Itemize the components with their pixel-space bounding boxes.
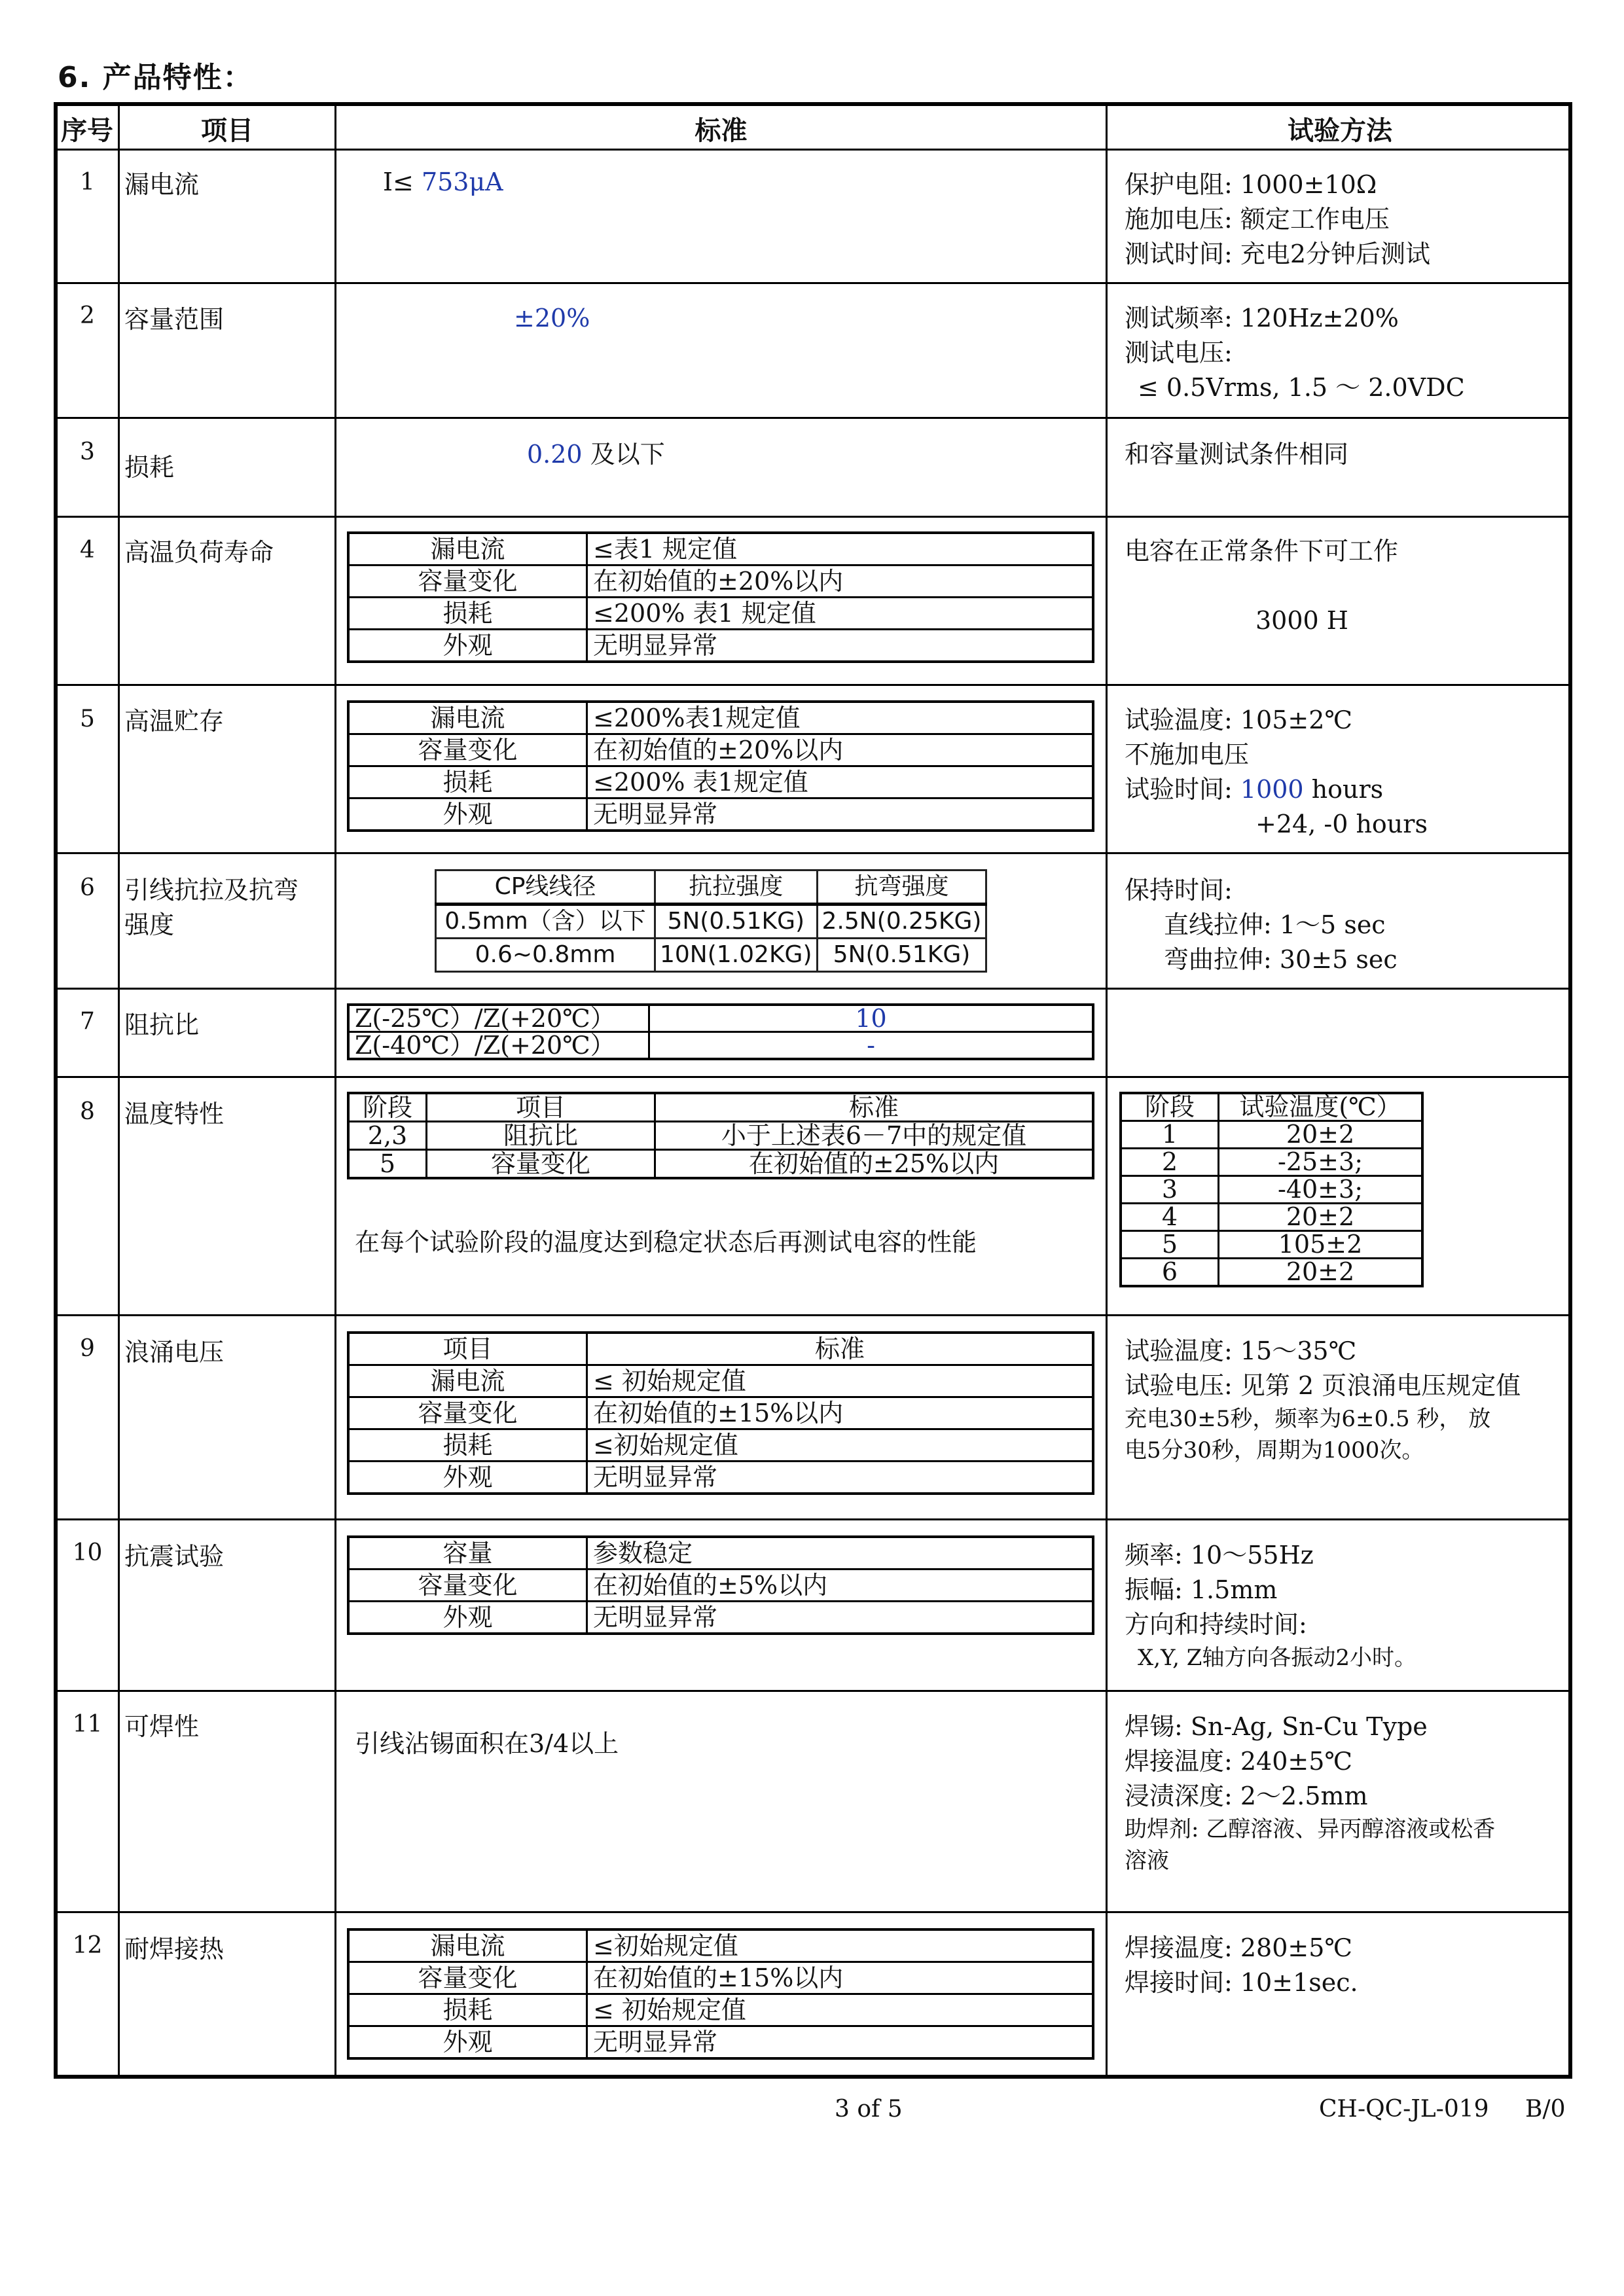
temperature-note: 在每个试验阶段的温度达到稳定状态后再测试电容的性能 bbox=[355, 1228, 977, 1257]
criteria-value: 在初始值的±5%以内 bbox=[587, 1570, 1094, 1602]
row-number: 6 bbox=[80, 874, 95, 901]
temperature-criteria-table bbox=[347, 1092, 1094, 1179]
header-item: 项目 bbox=[201, 116, 253, 146]
method-line: 振幅: 1.5mm bbox=[1125, 1575, 1278, 1604]
method-line: 测试频率: 120Hz±20% bbox=[1125, 304, 1399, 332]
method-line: 焊接时间: 10±1sec. bbox=[1125, 1968, 1358, 1997]
stage-temp: 20±2 bbox=[1219, 1121, 1423, 1149]
criteria-value: ≤初始规定值 bbox=[587, 1429, 1094, 1462]
temp-standard: 标准 bbox=[655, 1093, 1094, 1122]
stage-temp: 20±2 bbox=[1219, 1259, 1423, 1287]
stage-number: 6 bbox=[1121, 1259, 1219, 1287]
col-divider bbox=[334, 102, 336, 2079]
temp-stage: 2,3 bbox=[348, 1122, 427, 1150]
criteria-value: ≤初始规定值 bbox=[587, 1929, 1094, 1962]
criteria-value: 无明显异常 bbox=[587, 798, 1094, 831]
row-item: 可焊性 bbox=[124, 1712, 200, 1741]
standard-text: I≤ 753μA bbox=[383, 168, 503, 196]
criteria-value: 标准 bbox=[587, 1333, 1094, 1365]
row-item: 抗震试验 bbox=[124, 1542, 225, 1571]
method-line: 弯曲拉伸: 30±5 sec bbox=[1164, 945, 1398, 974]
row-item: 容量范围 bbox=[124, 305, 225, 334]
method-line: 和容量测试条件相同 bbox=[1125, 440, 1349, 469]
method-line: 浸渍深度: 2～2.5mm bbox=[1125, 1782, 1368, 1810]
stage-number: 2 bbox=[1121, 1149, 1219, 1176]
method-line: 助焊剂: 乙醇溶液、异丙醇溶液或松香 bbox=[1125, 1816, 1496, 1842]
stage-number: 1 bbox=[1121, 1121, 1219, 1149]
criteria-value: ≤200%表1规定值 bbox=[587, 702, 1094, 734]
row-divider bbox=[54, 1518, 1572, 1520]
row-item: 损耗 bbox=[124, 453, 175, 482]
row-item: 强度 bbox=[124, 910, 175, 939]
row-number: 11 bbox=[72, 1711, 103, 1738]
criteria-label: 损耗 bbox=[348, 1429, 587, 1462]
impedance-table bbox=[347, 1003, 1094, 1060]
criteria-value: ≤ 初始规定值 bbox=[587, 1365, 1094, 1397]
criteria-label: 外观 bbox=[348, 1602, 587, 1634]
stage-temp: -25±3; bbox=[1219, 1149, 1423, 1176]
stage-number: 3 bbox=[1121, 1176, 1219, 1204]
stage-number: 4 bbox=[1121, 1204, 1219, 1231]
row-item: 高温贮存 bbox=[124, 707, 225, 736]
method-line: ≤ 0.5Vrms, 1.5 ～ 2.0VDC bbox=[1138, 373, 1465, 402]
criteria-label: 容量变化 bbox=[348, 565, 587, 598]
row-divider bbox=[54, 684, 1572, 686]
impedance-label: Z(-40℃）/Z(+20℃） bbox=[348, 1032, 649, 1060]
cp-cell: 10N(1.02KG) bbox=[655, 939, 818, 972]
row-divider bbox=[54, 852, 1572, 854]
method-line: X,Y, Z轴方向各振动2小时。 bbox=[1138, 1645, 1416, 1671]
page-number: 3 of 5 bbox=[835, 2096, 903, 2123]
method-line: 焊接温度: 240±5℃ bbox=[1125, 1747, 1352, 1776]
method-line: 频率: 10～55Hz bbox=[1125, 1541, 1314, 1570]
row-divider bbox=[54, 1911, 1572, 1913]
stage-number: 阶段 bbox=[1121, 1093, 1219, 1121]
stage-temp: 105±2 bbox=[1219, 1231, 1423, 1259]
cp-cell: 0.6~0.8mm bbox=[436, 939, 655, 972]
criteria-label: 容量变化 bbox=[348, 734, 587, 766]
row-number: 2 bbox=[80, 302, 95, 329]
cp-cell: 5N(0.51KG) bbox=[655, 905, 818, 939]
criteria-label: 项目 bbox=[348, 1333, 587, 1365]
cp-cell: CP线线径 bbox=[436, 870, 655, 905]
cp-cell: 抗拉强度 bbox=[655, 870, 818, 905]
cp-cell: 0.5mm（含）以下 bbox=[436, 905, 655, 939]
criteria-label: 损耗 bbox=[348, 598, 587, 630]
row-number: 8 bbox=[80, 1098, 95, 1125]
method-line: 测试电压: bbox=[1125, 338, 1233, 367]
row-divider bbox=[54, 282, 1572, 284]
method-line: 施加电压: 额定工作电压 bbox=[1125, 205, 1390, 234]
method-line: 试验电压: 见第 2 页浪涌电压规定值 bbox=[1125, 1371, 1521, 1400]
method-line: 充电30±5秒，频率为6±0.5 秒， 放 bbox=[1125, 1406, 1491, 1432]
cp-cell: 5N(0.51KG) bbox=[817, 939, 986, 972]
impedance-value: 10 bbox=[649, 1005, 1094, 1032]
method-line: 电容在正常条件下可工作 bbox=[1125, 537, 1399, 565]
col-divider bbox=[1106, 102, 1108, 2079]
criteria-value: 在初始值的±15%以内 bbox=[587, 1962, 1094, 1994]
criteria-value: 在初始值的±20%以内 bbox=[587, 734, 1094, 766]
temp-stage: 5 bbox=[348, 1150, 427, 1179]
method-line: 测试时间: 充电2分钟后测试 bbox=[1125, 240, 1431, 268]
criteria-label: 漏电流 bbox=[348, 702, 587, 734]
criteria-label: 外观 bbox=[348, 798, 587, 831]
method-line: 溶液 bbox=[1125, 1848, 1169, 1874]
criteria-label: 漏电流 bbox=[348, 1365, 587, 1397]
row-item: 阻抗比 bbox=[124, 1011, 200, 1039]
stage-temp: 试验温度(℃） bbox=[1219, 1093, 1423, 1121]
header-standard: 标准 bbox=[695, 116, 748, 146]
standard-text: 引线沾锡面积在3/4以上 bbox=[355, 1729, 619, 1758]
row-divider bbox=[54, 417, 1572, 419]
row-number: 12 bbox=[72, 1932, 103, 1959]
row-number: 1 bbox=[80, 169, 95, 196]
standard-text: ±20% bbox=[514, 304, 590, 332]
row-number: 10 bbox=[72, 1539, 103, 1566]
criteria-value: ≤200% 表1 规定值 bbox=[587, 598, 1094, 630]
temp-stage: 阶段 bbox=[348, 1093, 427, 1122]
criteria-table bbox=[347, 1928, 1094, 2060]
col-divider bbox=[118, 102, 120, 2079]
criteria-label: 外观 bbox=[348, 1462, 587, 1494]
criteria-value: 无明显异常 bbox=[587, 1462, 1094, 1494]
method-line: 焊锡: Sn-Ag, Sn-Cu Type bbox=[1125, 1712, 1428, 1741]
method-line: 试验温度: 15～35℃ bbox=[1125, 1336, 1357, 1365]
criteria-table bbox=[347, 1535, 1094, 1635]
criteria-label: 容量变化 bbox=[348, 1397, 587, 1429]
temp-standard: 小于上述表6－7中的规定值 bbox=[655, 1122, 1094, 1150]
row-divider bbox=[54, 988, 1572, 990]
criteria-label: 容量变化 bbox=[348, 1570, 587, 1602]
cp-cell: 2.5N(0.25KG) bbox=[817, 905, 986, 939]
document-code: CH-QC-JL-019 bbox=[1319, 2096, 1489, 2123]
row-item: 耐焊接热 bbox=[124, 1935, 225, 1964]
cp-cell: 抗弯强度 bbox=[817, 870, 986, 905]
method-line: 电5分30秒，周期为1000次。 bbox=[1125, 1437, 1424, 1463]
row-item: 温度特性 bbox=[124, 1100, 225, 1128]
method-line: 不施加电压 bbox=[1125, 740, 1250, 769]
document-revision: B/0 bbox=[1525, 2096, 1566, 2123]
row-number: 5 bbox=[80, 706, 95, 732]
row-number: 4 bbox=[80, 537, 95, 564]
stage-number: 5 bbox=[1121, 1231, 1219, 1259]
criteria-value: 在初始值的±15%以内 bbox=[587, 1397, 1094, 1429]
method-line: 方向和持续时间: bbox=[1125, 1610, 1307, 1639]
temp-item: 容量变化 bbox=[427, 1150, 655, 1179]
row-number: 7 bbox=[80, 1008, 95, 1035]
criteria-label: 损耗 bbox=[348, 766, 587, 798]
header-method: 试验方法 bbox=[1288, 116, 1392, 146]
row-item: 高温负荷寿命 bbox=[124, 538, 274, 567]
criteria-label: 漏电流 bbox=[348, 1929, 587, 1962]
criteria-value: 无明显异常 bbox=[587, 630, 1094, 662]
criteria-value: 在初始值的±20%以内 bbox=[587, 565, 1094, 598]
criteria-value: ≤表1 规定值 bbox=[587, 533, 1094, 565]
criteria-label: 容量 bbox=[348, 1537, 587, 1570]
criteria-value: 无明显异常 bbox=[587, 2026, 1094, 2059]
method-line: +24, -0 hours bbox=[1255, 810, 1428, 838]
row-number: 9 bbox=[80, 1335, 95, 1362]
criteria-table bbox=[347, 700, 1094, 832]
row-divider bbox=[54, 149, 1572, 151]
row-divider bbox=[54, 516, 1572, 518]
temp-standard: 在初始值的±25%以内 bbox=[655, 1150, 1094, 1179]
header-no: 序号 bbox=[61, 116, 113, 146]
criteria-label: 漏电流 bbox=[348, 533, 587, 565]
criteria-value: 无明显异常 bbox=[587, 1602, 1094, 1634]
method-line: 保持时间: bbox=[1125, 876, 1233, 905]
section-title: 6. 产品特性： bbox=[58, 61, 253, 94]
impedance-value: - bbox=[649, 1032, 1094, 1060]
method-line: 焊接温度: 280±5℃ bbox=[1125, 1933, 1352, 1962]
row-item: 引线抗拉及抗弯 bbox=[124, 876, 299, 905]
method-line: 试验温度: 105±2℃ bbox=[1125, 706, 1352, 734]
row-divider bbox=[54, 1076, 1572, 1078]
method-line: 保护电阻: 1000±10Ω bbox=[1125, 170, 1377, 199]
criteria-table bbox=[347, 531, 1094, 663]
standard-text: 0.20 及以下 bbox=[527, 440, 665, 469]
criteria-value: ≤200% 表1规定值 bbox=[587, 766, 1094, 798]
row-number: 3 bbox=[80, 439, 95, 465]
cp-wire-table bbox=[435, 869, 987, 973]
stage-temp: 20±2 bbox=[1219, 1204, 1423, 1231]
criteria-label: 损耗 bbox=[348, 1994, 587, 2026]
criteria-value: 参数稳定 bbox=[587, 1537, 1094, 1570]
criteria-label: 容量变化 bbox=[348, 1962, 587, 1994]
criteria-label: 外观 bbox=[348, 630, 587, 662]
temp-item: 项目 bbox=[427, 1093, 655, 1122]
method-line: 3000 H bbox=[1255, 606, 1348, 635]
method-line: 直线拉伸: 1～5 sec bbox=[1164, 910, 1386, 939]
row-divider bbox=[54, 1690, 1572, 1692]
criteria-value: ≤ 初始规定值 bbox=[587, 1994, 1094, 2026]
row-divider bbox=[54, 1314, 1572, 1316]
row-item: 浪涌电压 bbox=[124, 1338, 225, 1367]
temp-item: 阻抗比 bbox=[427, 1122, 655, 1150]
temperature-stage-table bbox=[1119, 1092, 1424, 1287]
criteria-label: 外观 bbox=[348, 2026, 587, 2059]
criteria-table bbox=[347, 1331, 1094, 1495]
method-line: 试验时间: 1000 hours bbox=[1125, 775, 1384, 804]
stage-temp: -40±3; bbox=[1219, 1176, 1423, 1204]
impedance-label: Z(-25℃）/Z(+20℃） bbox=[348, 1005, 649, 1032]
row-item: 漏电流 bbox=[124, 170, 200, 199]
